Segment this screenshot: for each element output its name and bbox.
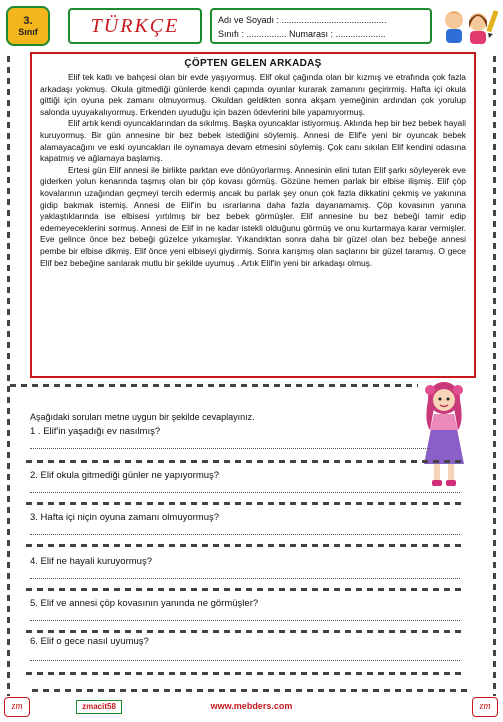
name-line: Adı ve Soyadı : ..........................................	[218, 15, 387, 25]
site-url[interactable]: www.mebders.com	[210, 701, 293, 711]
question-1: 1 . Elif'in yaşadığı ev nasılmış?	[30, 426, 161, 437]
grade-badge	[6, 6, 50, 46]
question-4: 4. Elif ne hayali kuruyormuş?	[30, 556, 152, 567]
story-paragraph-2: Elif artık kendi oyuncaklarından da sıkılmış. Başka oyuncaklar istiyormuş. Aklında hep bir bez bebek hayali kuruyormuş. Bir gün annesine bir bez bebek istediğini söylemiş. Annesi de Elif'e yeni bir oyuncak bebek alamayacağını ve eski oyuncakları ile oynamaya devam etmesini söylemiş. Çok canı sıkılan Elif kendini odasına kapatmış ve ağlamaya başlamış.	[40, 118, 466, 164]
doll-illustration-icon	[418, 378, 470, 490]
question-divider-5	[26, 630, 462, 633]
grade-label: Sınıf	[18, 27, 38, 37]
answer-line-3[interactable]	[30, 534, 460, 535]
answer-line-4[interactable]	[30, 578, 460, 579]
answer-line-6[interactable]	[30, 660, 460, 661]
footer-dashed-line	[32, 689, 472, 692]
kids-illustration-icon	[438, 4, 498, 48]
right-dashed-border	[493, 56, 496, 696]
question-divider-1	[26, 460, 462, 463]
logo-left: zm	[4, 697, 30, 717]
story-title: ÇÖPTEN GELEN ARKADAŞ	[184, 58, 322, 69]
subject-title: TÜRKÇE	[90, 14, 180, 37]
question-divider-2	[26, 502, 462, 505]
question-6: 6. Elif o gece nasıl uyumuş?	[30, 636, 149, 647]
author-badge: zmacit58	[76, 700, 122, 714]
story-paragraph-3: Ertesi gün Elif annesi ile birlikte parktan eve dönüyorlarmış. Annesinin elini tutan Elif şarkı söyleyerek eve giderken yolun kenarında taşmış olan bir çöp kovası görmüş. Gözüne hemen parlak bir elbise ilişmiş. Elif çöp kovalarının uzağından geçmeyi tercih edermiş ancak bu parlak şey onun çok fazla dikkatini çekmiş ve yakınına gidip bakmak istemiş. Annesi de Elif'in bu ısrarlarına daha fazla dayanamamış. Çöp kovasının yanına yaklaştıklarında ise elbisesi yırtılmış bir bez bebek görmüşler. Elif annesine bu bez bebeği tamir edip edemeyeceklerini sormuş. Annesi de Elif in ne kadar istekli olduğunu görmüş ve onu kurtarmaya karar vermişler. Eve gelince önce bez bebeği güzelce yıkamışlar. Yıkandıktan sonra daha bir güzel olan bez bebeğe annesi pembe bir elbise dikmiş. Elif önce yeni elbiseyi giydirmiş. Sonra karışmış olan saçlarını bir güzel taramış. O gece Elif bez bebeğine sarılarak mutlu bir şekilde uyumuş . Artık Elif'in yeni bir arkadaşı olmuş.	[40, 164, 466, 268]
question-5: 5. Elif ve annesi çöp kovasının yanında ne görmüşler?	[30, 598, 259, 609]
question-2: 2. Elif okula gitmediği günler ne yapıyormuş?	[30, 470, 220, 481]
left-dashed-border	[7, 56, 10, 696]
question-divider-6	[26, 672, 462, 675]
section-divider	[10, 384, 418, 387]
grade-number: 3.	[23, 15, 33, 27]
question-divider-4	[26, 588, 462, 591]
worksheet-footer	[0, 697, 503, 719]
class-line: Sınıfı : ................ Numarası : ....................	[218, 29, 386, 39]
questions-instruction: Aşağıdaki soruları metne uygun bir şekilde cevaplayınız.	[30, 412, 255, 422]
answer-line-2[interactable]	[30, 492, 460, 493]
question-3: 3. Hafta içi niçin oyuna zamanı olmuyormuş?	[30, 512, 220, 523]
story-paragraph-1: Elif tek katlı ve bahçesi olan bir evde yaşıyormuş. Elif okul çağında olan bir kızmış ve etrafında çok fazla arkadaşı yokmuş. Okula gitmediği günlerde kendi çapında oyunlar kurarak zamanını geçirirmiş. Hafta içi okula gittiği için oyuna pek zamanı olmuyormuş. Okuldan geldikten sonra akşam yemeğinin ardından çok yorulup salonda uyuyakalıyormuş. Erkenden uyuduğu için bazen ödevlerini bile yapamıyormuş.	[40, 72, 466, 117]
question-divider-3	[26, 544, 462, 547]
answer-line-1[interactable]	[30, 448, 430, 449]
subject-title-box	[68, 8, 202, 44]
student-info-box	[210, 8, 432, 44]
worksheet-header	[4, 4, 499, 48]
logo-right: zm	[472, 697, 498, 717]
reading-passage-frame	[30, 52, 476, 378]
answer-line-5[interactable]	[30, 620, 460, 621]
